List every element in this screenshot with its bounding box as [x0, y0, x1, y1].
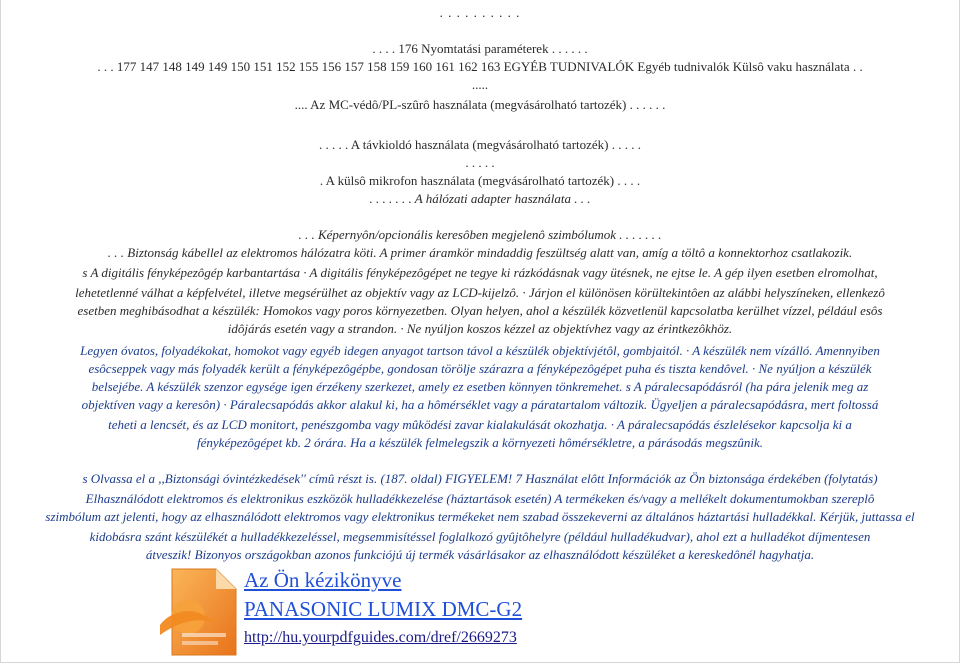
text-line: . . . Képernyôn/opcionális keresôben megjelenô szimbólumok . . . . . . .: [298, 227, 662, 242]
text-line: objektíven vagy a keresôn) · Páralecsapódás akkor alakul ki, ha a hômérséklet vagy a páratartalom változik. Ügyeljen a páralecsapódásra, mert foltossá: [81, 397, 879, 412]
text-line: .....: [471, 77, 489, 92]
text-line: kidobásra szánt készülékét a hulladékkezeléssel, megsemmisítéssel foglalkozó gyûjtôhelyre (például hulladékudvar), ahol ezt a hulladékot díjmentesen: [89, 529, 871, 544]
text-line: . . . . . A távkioldó használata (megvásárolható tartozék) . . . . .: [318, 137, 642, 152]
promo-links: [244, 567, 522, 649]
text-line: lehetetlenné válhat a képfelvétel, illetve megsérülhet az objektív vagy az LCD-kijelzô. · Járjon el különösen körültekintôen az alábbi helyszíneken, ellenkezô: [75, 285, 885, 300]
text-line: . . . 177 147 148 149 149 150 151 152 155 156 157 158 159 160 161 162 163 EGYÉB TUDNIVALÓK Egyéb tudnivalók Külsô vaku használata . .: [97, 59, 863, 74]
manual-url-link[interactable]: http://hu.yourpdfguides.com/dref/2669273: [244, 629, 517, 646]
text-line: idôjárás esetén vagy a strandon. · Ne nyúljon koszos kézzel az objektívhez vagy az érintkezôkhöz.: [227, 321, 733, 336]
text-line: esôcseppek vagy más folyadék került a fényképezôgépbe, gondosan törölje szárazra a fényképezôgépet puha és tiszta kendôvel. · Ne nyúljon a készülék: [88, 361, 872, 376]
text-line: belsejébe. A készülék szenzor egysége igen érzékeny szerkezet, amely ez esetben könnyen tönkremehet. s A páralecsapódásról (ha pára jelenik meg az: [91, 379, 869, 394]
text-line: esetben meghibásodhat a készülék: Homokos vagy poros környezetben. Olyan helyen, ahol a készülék közvetlenül kapcsolatba kerülhet vízzel, például esôs: [77, 303, 883, 318]
text-line: teheti a lencsét, és az LCD monitort, penészgomba vagy mûködési zavar kialakulását okozhatja. · A páralecsapódás észlelésekor kapcsolja ki a: [108, 417, 852, 432]
text-line: s A digitális fényképezôgép karbantartása · A digitális fényképezôgépet ne tegye ki rázkódásnak vagy ütésnek, ne ejtse le. A gép ilyen esetben elromolhat,: [82, 265, 878, 280]
text-line: s Olvassa el a ,,Biztonsági óvintézkedések'' címû részt is. (187. oldal) FIGYELEM! 7 Használat elôtt Információk az Ön biztonsága érdekében (folytatás): [82, 471, 878, 486]
text-line: .... Az MC-védô/PL-szûrô használata (megvásárolható tartozék) . . . . . .: [294, 97, 666, 112]
text-line: Legyen óvatos, folyadékokat, homokot vagy egyéb idegen anyagot tartson távol a készülék objektívjétôl, gombjaitól. · A készülék nem vízálló. Amennyiben: [80, 343, 880, 358]
text-line: Elhasználódott elektromos és elektronikus eszközök hulladékkezelése (háztartások esetén) A termékeken és/vagy a mellékelt dokumentumokban szereplô: [85, 491, 875, 506]
manual-promo: [158, 565, 588, 661]
text-line: fényképezôgépet kb. 2 órára. Ha a készülék felmelegszik a környezeti hômérsékletre, a párásodás megszûnik.: [197, 435, 763, 450]
text-line: . A külsô mikrofon használata (megvásárolható tartozék) . . . .: [319, 173, 641, 188]
text-line: . . . . .: [465, 155, 495, 170]
text-line: átveszik! Bizonyos országokban azonos funkciójú új termék vásárlásakor az elhasználódott készüléket a kereskedônél hagyhatja.: [145, 547, 815, 562]
manual-model-link[interactable]: PANASONIC LUMIX DMC-G2: [244, 597, 523, 621]
pdf-document-icon[interactable]: [158, 565, 240, 659]
text-line: szimbólum azt jelenti, hogy az elhasználódott elektromos vagy elektronikus termékeket nem szabad összekeverni az általános háztartási hulladékkal. Kérjük, juttassa el: [45, 509, 915, 524]
text-line: . . . Biztonság kábellel az elektromos hálózatra köti. A primer áramkör mindaddig feszültség alatt van, amíg a töltô a konnektorhoz csatlakozik.: [107, 245, 853, 260]
text-line: . . . . 176 Nyomtatási paraméterek . . . . . .: [372, 41, 588, 56]
manual-title-link[interactable]: Az Ön kézikönyve: [244, 568, 402, 592]
text-line: . . . . . . . A hálózati adapter használata . . .: [369, 191, 591, 206]
text-line: . . . . . . . . . .: [439, 5, 521, 20]
